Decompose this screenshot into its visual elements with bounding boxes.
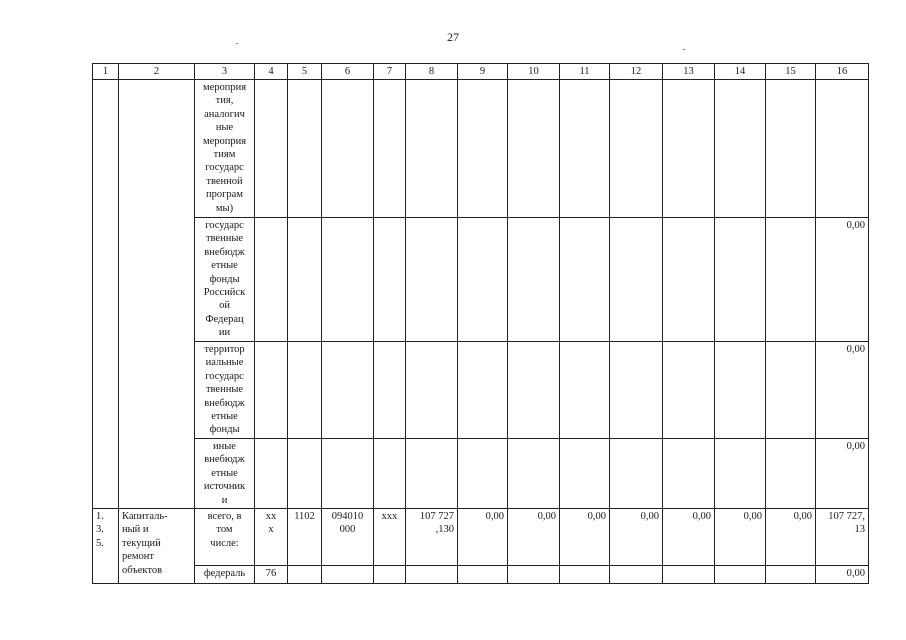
amount-cell: 107 727, 13: [816, 509, 869, 566]
budget-table: [92, 63, 869, 584]
scan-speck: [683, 49, 685, 50]
table-row: [93, 342, 869, 439]
source-label: всего, в том числе:: [195, 509, 255, 566]
header-cell: 15: [766, 64, 816, 80]
table-row: [93, 566, 869, 584]
item-title: Капиталь- ный и текущий ремонт объектов: [119, 509, 195, 584]
header-cell: 8: [406, 64, 458, 80]
header-cell: 12: [610, 64, 663, 80]
amount-cell: 0,00: [560, 509, 610, 566]
page-number: 27: [447, 30, 459, 44]
source-label: федераль: [195, 566, 255, 584]
code-cell: ххх: [374, 509, 406, 566]
scan-speck: [236, 43, 238, 44]
table-row: [93, 218, 869, 342]
header-cell: 7: [374, 64, 406, 80]
header-cell: 5: [288, 64, 322, 80]
amount-cell: 0,00: [816, 342, 869, 439]
amount-cell: 0,00: [816, 566, 869, 584]
header-cell: 9: [458, 64, 508, 80]
amount-cell: 0,00: [663, 509, 715, 566]
code-cell: 1102: [288, 509, 322, 566]
amount-cell: 0,00: [458, 509, 508, 566]
amount-cell: 0,00: [715, 509, 766, 566]
header-cell: 3: [195, 64, 255, 80]
code-cell: 094010 000: [322, 509, 374, 566]
header-cell: 4: [255, 64, 288, 80]
source-label: государс твенные внебюдж етные фонды Российск ой Федерац ии: [195, 218, 255, 342]
header-cell: 14: [715, 64, 766, 80]
table-row: [93, 80, 869, 218]
empty-cell: [119, 80, 195, 509]
source-label: иные внебюдж етные источник и: [195, 439, 255, 509]
header-cell: 13: [663, 64, 715, 80]
item-number: 1. 3. 5.: [93, 509, 119, 584]
amount-cell: 0,00: [816, 218, 869, 342]
table-row: [93, 509, 869, 566]
header-cell: 16: [816, 64, 869, 80]
code-cell: 76: [255, 566, 288, 584]
header-cell: 2: [119, 64, 195, 80]
amount-cell: 107 727 ,130: [406, 509, 458, 566]
header-cell: 10: [508, 64, 560, 80]
header-cell: 11: [560, 64, 610, 80]
empty-cell: [93, 80, 119, 509]
amount-cell: 0,00: [766, 509, 816, 566]
amount-cell: 0,00: [508, 509, 560, 566]
source-label: территор иальные государс твенные внебюдж етные фонды: [195, 342, 255, 439]
amount-cell: 0,00: [610, 509, 663, 566]
amount-cell: 0,00: [816, 439, 869, 509]
header-cell: 1: [93, 64, 119, 80]
header-row: [93, 64, 869, 80]
header-cell: 6: [322, 64, 374, 80]
table-row: [93, 439, 869, 509]
code-cell: хх х: [255, 509, 288, 566]
source-label: мероприя тия, аналогич ные мероприя тиям государс твенной програм мы): [195, 80, 255, 218]
